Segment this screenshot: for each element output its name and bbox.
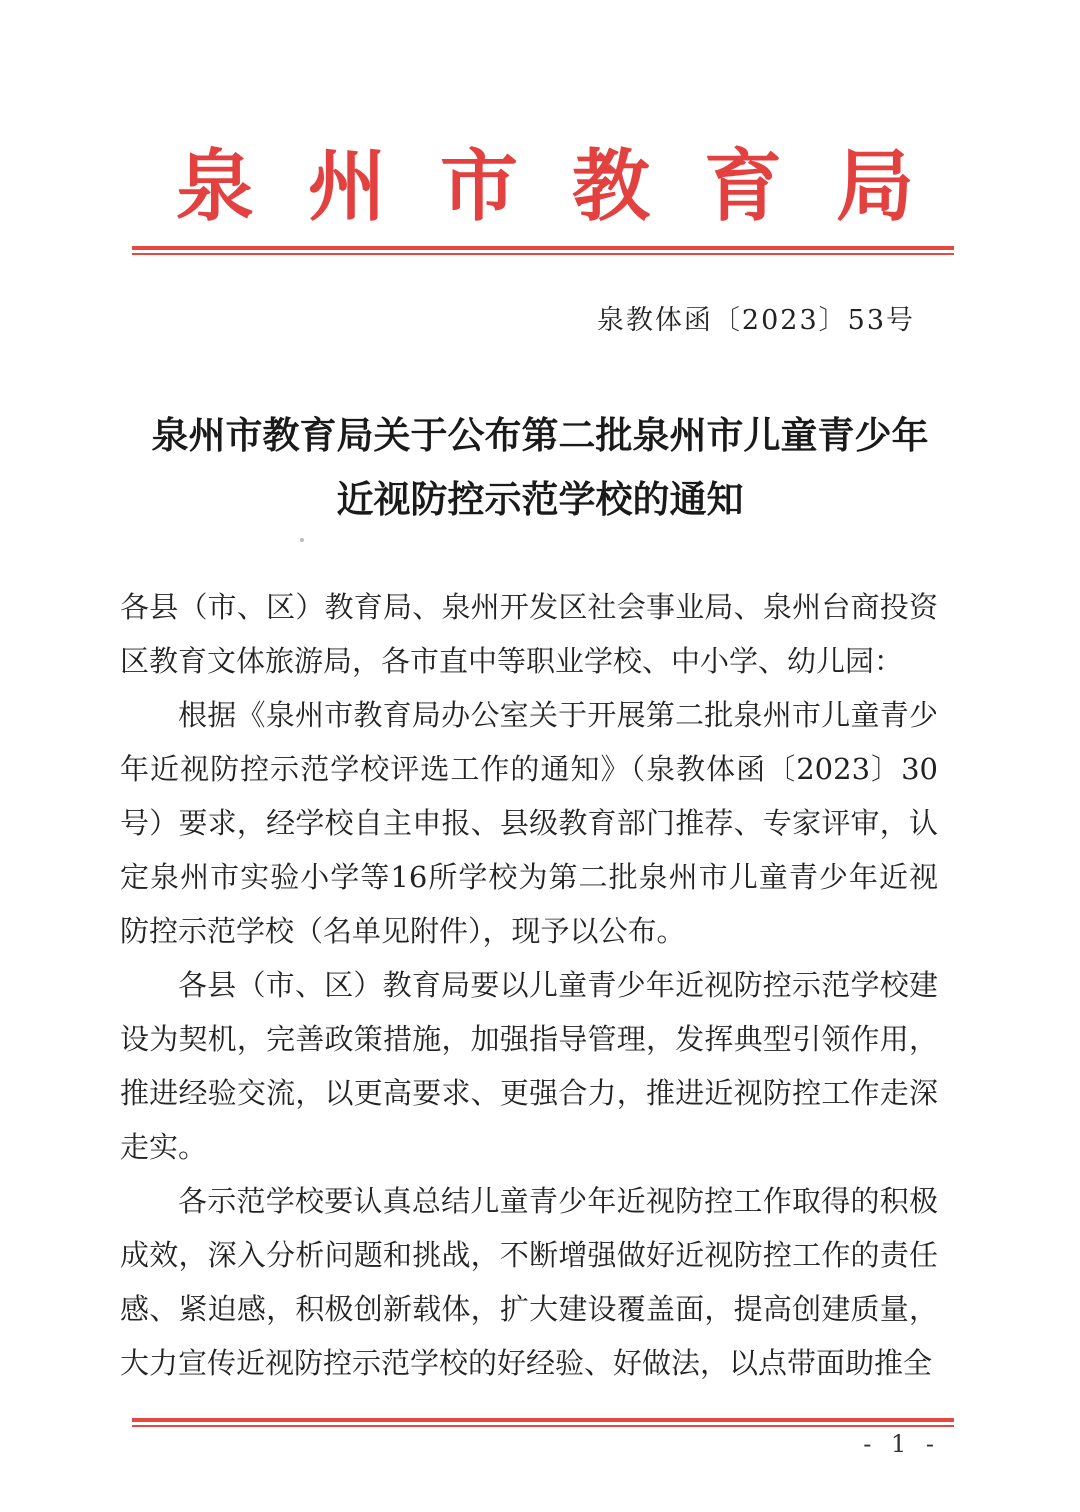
masthead-char: 育 xyxy=(703,141,782,232)
addressee-paragraph: 各县（市、区）教育局、泉州开发区社会事业局、泉州台商投资区教育文体旅游局，各市直中等职业学校、中小学、幼儿园： xyxy=(120,590,938,678)
body-paragraph: 根据《泉州市教育局办公室关于开展第二批泉州市儿童青少年近视防控示范学校评选工作的通知》（泉教体函〔2023〕30号）要求，经学校自主申报、县级教育部门推荐、专家评审，认定泉州市实验小学等16所学校为第二批泉州市儿童青少年近视防控示范学校（名单见附件），现予以公布。 xyxy=(120,698,938,948)
document-body xyxy=(120,580,938,1390)
footer-divider xyxy=(132,1418,954,1427)
document-number: 泉教体函〔2023〕53号 xyxy=(596,305,915,336)
masthead-char: 教 xyxy=(571,141,650,232)
masthead-title xyxy=(170,130,920,230)
body-paragraph: 各示范学校要认真总结儿童青少年近视防控工作取得的积极成效，深入分析问题和挑战，不断增强做好近视防控工作的责任感、紧迫感，积极创新载体，扩大建设覆盖面，提高创建质量，大力宣传近视防控示范学校的好经验、好做法，以点带面助推全 xyxy=(120,1184,938,1380)
masthead-char: 州 xyxy=(307,141,386,232)
masthead-char: 泉 xyxy=(175,141,254,232)
scan-speck xyxy=(300,538,304,542)
title-line-1: 泉州市教育局关于公布第二批泉州市儿童青少年 xyxy=(151,414,929,457)
masthead-char: 局 xyxy=(835,141,914,232)
page-number: - 1 - xyxy=(863,1430,940,1458)
masthead-divider xyxy=(132,246,954,255)
title-line-2: 近视防控示范学校的通知 xyxy=(336,478,744,521)
body-paragraph: 各县（市、区）教育局要以儿童青少年近视防控示范学校建设为契机，完善政策措施，加强指导管理，发挥典型引领作用，推进经验交流，以更高要求、更强合力，推进近视防控工作走深走实。 xyxy=(120,968,938,1164)
masthead-char: 市 xyxy=(439,141,518,232)
document-title xyxy=(110,404,970,532)
